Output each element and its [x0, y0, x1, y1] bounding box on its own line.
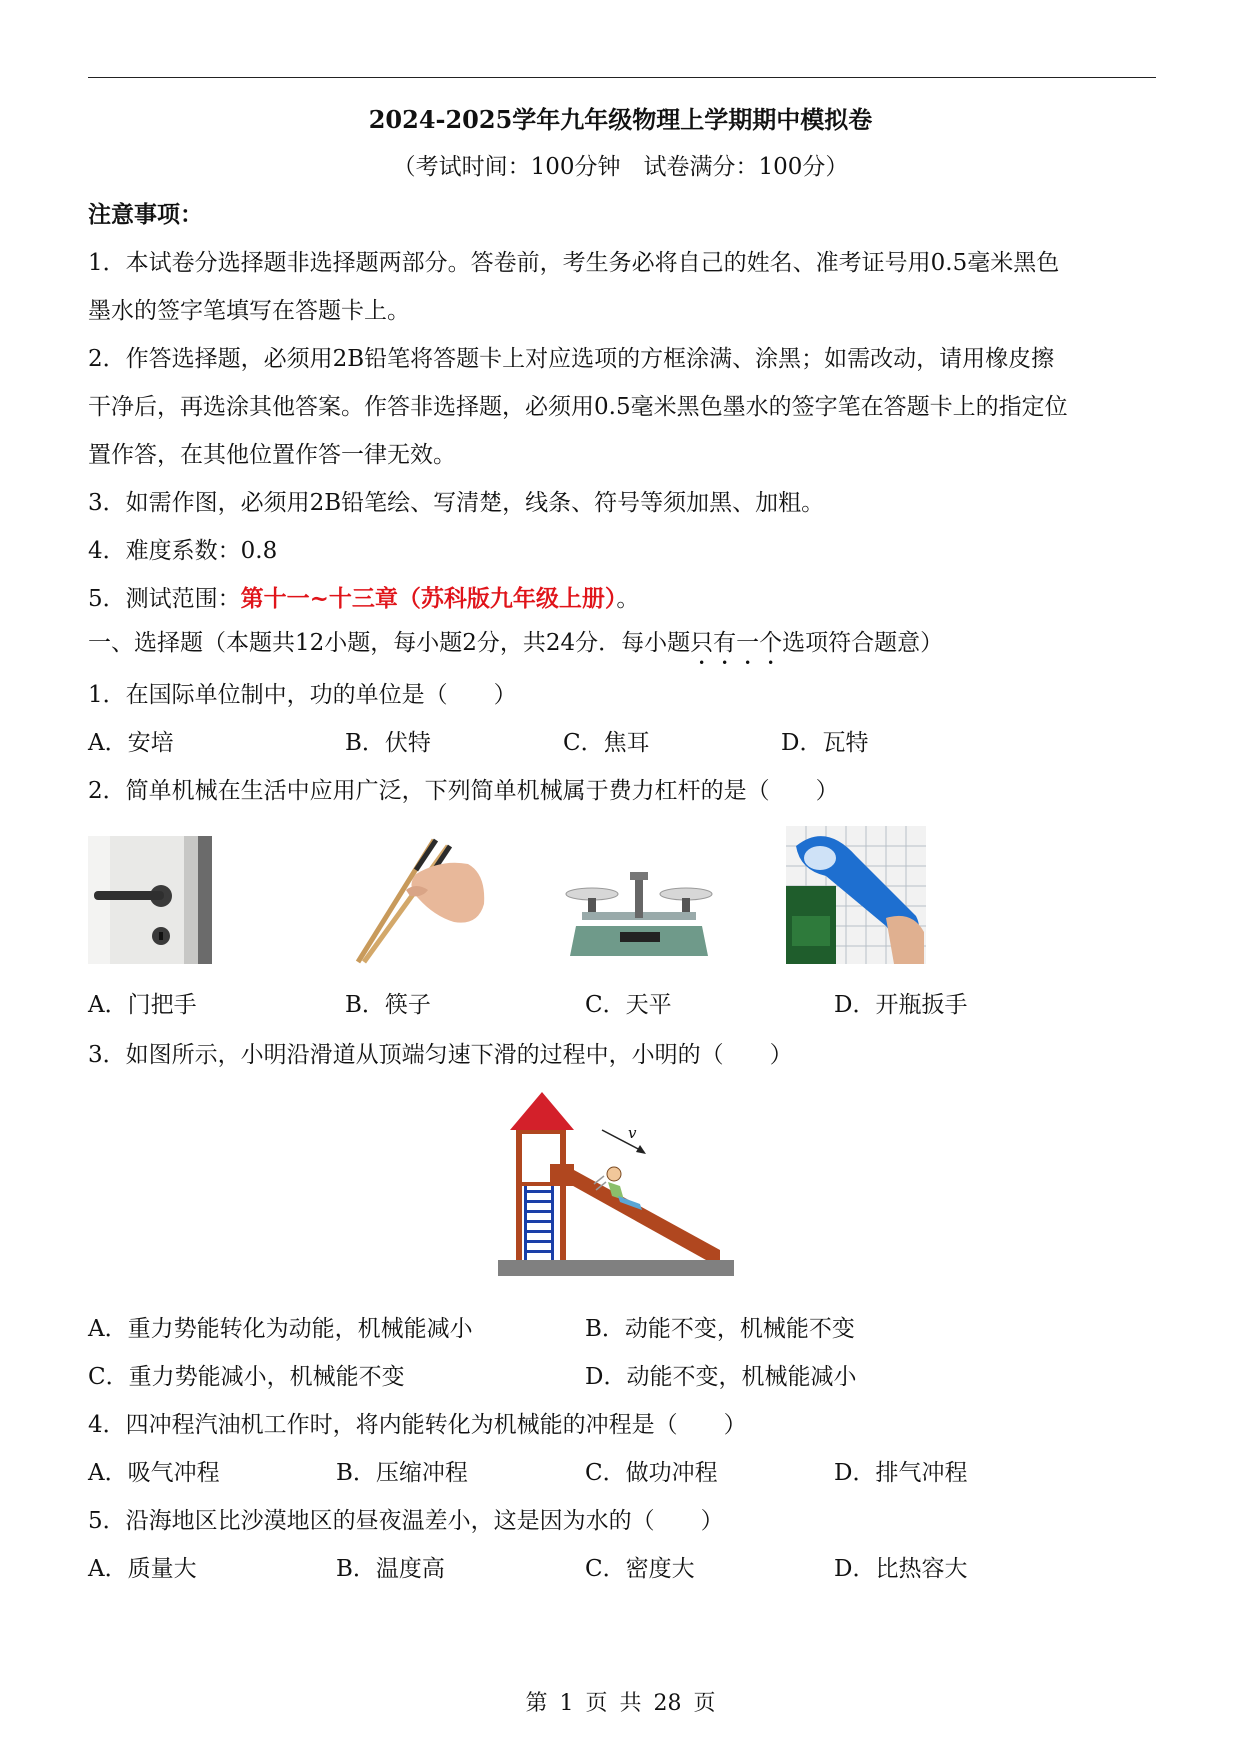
option: A．门把手 [88, 992, 197, 1018]
notice-line: 墨水的签字笔填写在答题卡上。 [88, 298, 410, 324]
option: A．吸气冲程 [88, 1460, 220, 1486]
exam-info: （考试时间：100分钟 试卷满分：100分） [392, 154, 849, 180]
option: A．重力势能转化为动能，机械能减小 [88, 1316, 473, 1342]
option: C．密度大 [585, 1556, 695, 1582]
section-emphasis: 只有一个 [690, 630, 783, 656]
notice-line: 干净后，再选涂其他答案。作答非选择题，必须用0.5毫米黑色墨水的签字笔在答题卡上的指定位 [88, 394, 1068, 420]
header-rule [88, 77, 1156, 78]
scope-value: 第十一~十三章（苏科版九年级上册） [240, 585, 617, 612]
footer-text: 页 [585, 1691, 608, 1716]
option: D．开瓶扳手 [834, 992, 968, 1018]
notice-line: 2．作答选择题，必须用2B铅笔将答题卡上对应选项的方框涂满、涂黑；如需改动，请用橡皮擦 [88, 346, 1055, 372]
page-footer [0, 1686, 1241, 1717]
option: B．动能不变，机械能不变 [585, 1316, 855, 1342]
footer-text: 页 [693, 1691, 716, 1716]
notice-line: 3．如需作图，必须用2B铅笔绘、写清楚，线条、符号等须加黑、加粗。 [88, 490, 825, 516]
door-handle-image [88, 836, 212, 964]
option: A．安培 [88, 730, 174, 756]
option: A．质量大 [88, 1556, 197, 1582]
option: C．天平 [585, 992, 672, 1018]
option: D．瓦特 [781, 730, 869, 756]
option: D．排气冲程 [834, 1460, 968, 1486]
footer-text: 共 [619, 1691, 642, 1716]
question-stem: 5．沿海地区比沙漠地区的昼夜温差小，这是因为水的（ ） [88, 1508, 724, 1534]
velocity-label: v [628, 1124, 637, 1142]
slide-diagram [494, 1090, 738, 1280]
notice-heading: 注意事项： [88, 201, 203, 228]
option: C．做功冲程 [585, 1460, 718, 1486]
page-number: 1 [559, 1691, 574, 1716]
option: C．焦耳 [563, 730, 650, 756]
footer-text: 第 [525, 1691, 548, 1716]
notice-scope [88, 580, 639, 613]
chopsticks-image [346, 834, 488, 964]
section-suffix: 选项符合题意） [782, 630, 944, 656]
question-stem: 3．如图所示，小明沿滑道从顶端匀速下滑的过程中，小明的（ ） [88, 1042, 793, 1068]
option: D．比热容大 [834, 1556, 968, 1582]
option: C．重力势能减小，机械能不变 [88, 1364, 405, 1390]
total-pages: 28 [653, 1691, 682, 1716]
section-heading [88, 624, 943, 670]
bottle-opener-image [786, 826, 926, 964]
notice-line: 4．难度系数：0.8 [88, 538, 278, 564]
scope-suffix: 。 [616, 586, 640, 612]
section-prefix: 一、选择题（本题共12小题，每小题2分，共24分．每小题 [88, 630, 691, 656]
option: B．压缩冲程 [336, 1460, 468, 1486]
option: B．温度高 [336, 1556, 445, 1582]
question-stem: 2．简单机械在生活中应用广泛，下列简单机械属于费力杠杆的是（ ） [88, 778, 839, 804]
option: B．伏特 [345, 730, 431, 756]
question-stem: 4．四冲程汽油机工作时，将内能转化为机械能的冲程是（ ） [88, 1412, 747, 1438]
scope-prefix: 5．测试范围： [88, 586, 241, 612]
notice-line: 置作答，在其他位置作答一律无效。 [88, 442, 456, 468]
option: D．动能不变，机械能减小 [585, 1364, 857, 1390]
option: B．筷子 [345, 992, 431, 1018]
question-stem: 1．在国际单位制中，功的单位是（ ） [88, 682, 517, 708]
balance-scale-image [562, 872, 716, 962]
notice-line: 1．本试卷分选择题非选择题两部分。答卷前，考生务必将自己的姓名、准考证号用0.5毫米黑色 [88, 250, 1060, 276]
page-title: 2024-2025学年九年级物理上学期期中模拟卷 [368, 105, 873, 134]
